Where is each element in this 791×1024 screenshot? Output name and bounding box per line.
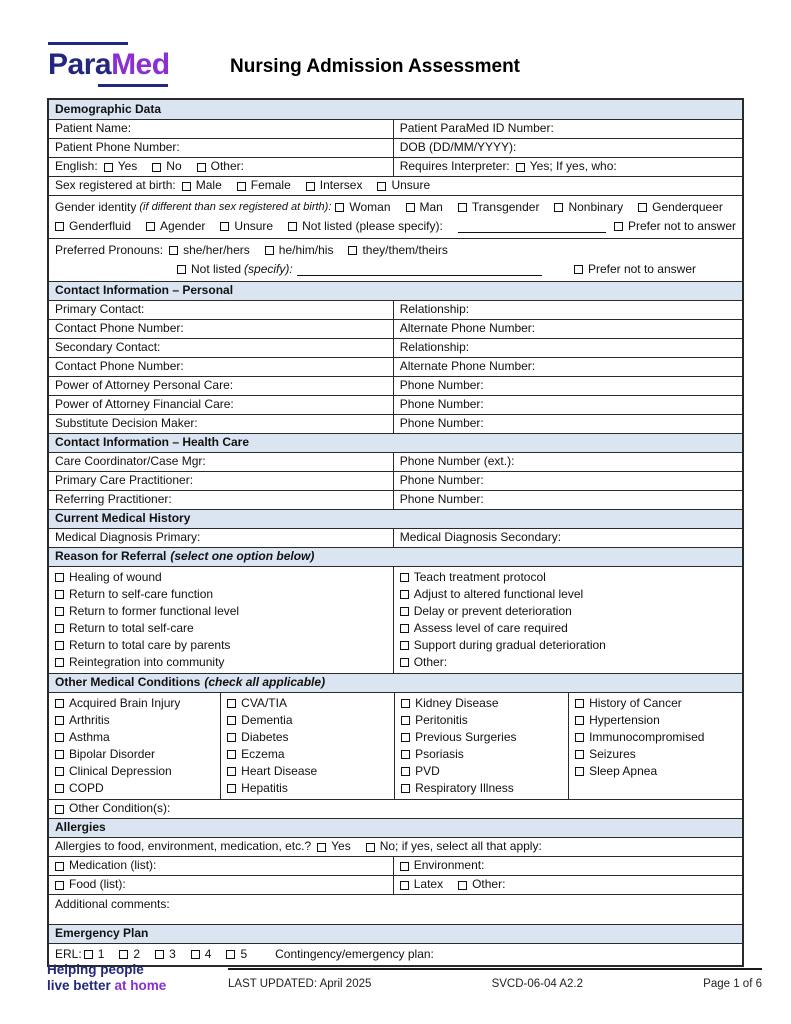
checkbox-icon[interactable]: [227, 784, 236, 793]
section-contact-health: [49, 433, 742, 452]
condition-option[interactable]: Heart Disease: [227, 764, 317, 780]
checkbox-icon[interactable]: [191, 950, 200, 959]
checkbox-icon[interactable]: [55, 862, 64, 871]
other-condition-option[interactable]: Other Condition(s):: [55, 801, 170, 817]
checkbox-icon[interactable]: [197, 163, 206, 172]
checkbox-icon[interactable]: [458, 881, 467, 890]
row-additional-comments: [49, 894, 742, 924]
sex-female-option[interactable]: Female: [237, 178, 291, 194]
section-qualifier: (check all applicable): [204, 675, 326, 690]
tagline-line1: Helping people: [47, 962, 144, 977]
checkbox-icon[interactable]: [119, 950, 128, 959]
contingency-label[interactable]: Contingency/emergency plan:: [275, 946, 434, 961]
checkbox-icon[interactable]: [554, 203, 563, 212]
row-gender-identity: [49, 195, 742, 238]
checkbox-icon[interactable]: [575, 733, 584, 742]
checkbox-icon[interactable]: [227, 716, 236, 725]
referral-option[interactable]: Return to total care by parents: [55, 638, 230, 654]
row-patient-name: [49, 119, 742, 138]
logo-text-para: Para: [48, 48, 112, 81]
row-contact-phone-2: [49, 357, 742, 376]
checkbox-icon[interactable]: [227, 733, 236, 742]
allergies-yes-option[interactable]: Yes: [317, 839, 351, 855]
condition-option[interactable]: Psoriasis: [401, 747, 464, 763]
checkbox-icon[interactable]: [574, 265, 583, 274]
primary-contact-field[interactable]: Primary Contact:: [55, 302, 145, 317]
checkbox-icon[interactable]: [401, 767, 410, 776]
pronouns-label: Preferred Pronouns:: [55, 242, 164, 257]
condition-option[interactable]: Seizures: [575, 747, 636, 763]
condition-option[interactable]: Kidney Disease: [401, 696, 498, 712]
condition-option[interactable]: Dementia: [227, 713, 292, 729]
row-secondary-contact: [49, 338, 742, 357]
conditions-col-2: [220, 693, 394, 799]
checkbox-icon[interactable]: [458, 203, 467, 212]
gender-notlisted-option[interactable]: Not listed (please specify):: [288, 219, 443, 235]
referral-option[interactable]: Support during gradual deterioration: [400, 638, 606, 654]
row-care-coordinator: [49, 452, 742, 471]
section-emergency-plan: [49, 924, 742, 943]
condition-option[interactable]: Previous Surgeries: [401, 730, 516, 746]
checkbox-icon[interactable]: [55, 590, 64, 599]
checkbox-icon[interactable]: [55, 805, 64, 814]
condition-option[interactable]: Peritonitis: [401, 713, 468, 729]
pronoun-he-option[interactable]: he/him/his: [265, 243, 334, 259]
gender-nonbinary-option[interactable]: Nonbinary: [554, 200, 623, 216]
phone-number-field[interactable]: Phone Number:: [393, 396, 742, 414]
conditions-col-4: [568, 693, 742, 799]
checkbox-icon[interactable]: [152, 163, 161, 172]
referral-option[interactable]: Healing of wound: [55, 570, 162, 586]
contact-phone-field[interactable]: Contact Phone Number:: [55, 321, 184, 336]
dob-field[interactable]: DOB (DD/MM/YYYY):: [393, 139, 742, 157]
condition-option[interactable]: Immunocompromised: [575, 730, 704, 746]
phone-number-field[interactable]: Phone Number:: [393, 472, 742, 490]
condition-option[interactable]: Hepatitis: [227, 781, 288, 797]
condition-option[interactable]: Clinical Depression: [55, 764, 172, 780]
gender-prefernot-option[interactable]: Prefer not to answer: [614, 219, 736, 235]
pronoun-she-option[interactable]: she/her/hers: [169, 243, 250, 259]
gender-man-option[interactable]: Man: [406, 200, 443, 216]
checkbox-icon[interactable]: [348, 246, 357, 255]
erl-4-option[interactable]: 4: [191, 947, 212, 963]
section-title: Demographic Data: [55, 101, 162, 116]
section-title: Emergency Plan: [55, 926, 149, 941]
gender-label: Gender identity: [55, 199, 137, 214]
checkbox-icon[interactable]: [55, 624, 64, 633]
checkbox-icon[interactable]: [638, 203, 647, 212]
checkbox-icon[interactable]: [516, 163, 525, 172]
condition-option[interactable]: Respiratory Illness: [401, 781, 514, 797]
environment-option[interactable]: Environment:: [400, 858, 485, 874]
logo-text-med: Med: [111, 48, 170, 81]
checkbox-icon[interactable]: [227, 750, 236, 759]
medication-option[interactable]: Medication (list):: [55, 858, 156, 874]
row-other-condition: [49, 799, 742, 818]
condition-option[interactable]: PVD: [401, 764, 440, 780]
referral-option[interactable]: Delay or prevent deterioration: [400, 604, 572, 620]
checkbox-icon[interactable]: [400, 862, 409, 871]
checkbox-icon[interactable]: [400, 624, 409, 633]
gender-specify-blank[interactable]: [458, 221, 606, 233]
section-qualifier: (select one option below): [170, 549, 315, 564]
referral-option[interactable]: Return to former functional level: [55, 604, 239, 620]
section-title: Reason for Referral (select one option below): [55, 549, 315, 564]
row-allergy-medication: [49, 856, 742, 875]
section-contact-personal: [49, 281, 742, 300]
sex-field: [49, 177, 742, 195]
section-title: Other Medical Conditions (check all applicable): [55, 675, 326, 690]
gender-agender-option[interactable]: Agender: [146, 219, 205, 235]
sex-male-option[interactable]: Male: [182, 178, 222, 194]
section-demographic-data: [49, 100, 742, 119]
gender-unsure-option[interactable]: Unsure: [220, 219, 273, 235]
section-allergies: [49, 818, 742, 837]
checkbox-icon[interactable]: [401, 784, 410, 793]
relationship-field[interactable]: Relationship:: [393, 301, 742, 319]
checkbox-icon[interactable]: [55, 716, 64, 725]
row-english: [49, 157, 742, 176]
section-medical-history: [49, 509, 742, 528]
section-title: Contact Information – Health Care: [55, 435, 250, 450]
document-code: SVCD-06-04 A2.2: [491, 978, 583, 990]
checkbox-icon[interactable]: [401, 750, 410, 759]
checkbox-icon[interactable]: [227, 699, 236, 708]
sex-unsure-option[interactable]: Unsure: [377, 178, 430, 194]
checkbox-icon[interactable]: [55, 641, 64, 650]
interpreter-yes-option[interactable]: Yes; If yes, who:: [516, 159, 617, 175]
poa-personal-field[interactable]: Power of Attorney Personal Care:: [55, 378, 234, 393]
checkbox-icon[interactable]: [169, 246, 178, 255]
care-coordinator-field[interactable]: Care Coordinator/Case Mgr:: [55, 454, 206, 469]
english-field: [49, 158, 393, 176]
checkbox-icon[interactable]: [182, 182, 191, 191]
checkbox-icon[interactable]: [227, 767, 236, 776]
condition-option[interactable]: Diabetes: [227, 730, 288, 746]
checkbox-icon[interactable]: [335, 203, 344, 212]
row-sex-at-birth: [49, 176, 742, 195]
checkbox-icon[interactable]: [401, 699, 410, 708]
checkbox-icon[interactable]: [177, 265, 186, 274]
conditions-col-3: [394, 693, 568, 799]
section-title: Contact Information – Personal: [55, 283, 234, 298]
checkbox-icon[interactable]: [401, 733, 410, 742]
checkbox-icon[interactable]: [226, 950, 235, 959]
checkbox-icon[interactable]: [55, 784, 64, 793]
checkbox-icon[interactable]: [55, 750, 64, 759]
erl-2-option[interactable]: 2: [119, 947, 140, 963]
erl-5-option[interactable]: 5: [226, 947, 247, 963]
checkbox-icon[interactable]: [366, 843, 375, 852]
checkbox-icon[interactable]: [146, 222, 155, 231]
checkbox-icon[interactable]: [400, 658, 409, 667]
secondary-contact-field[interactable]: Secondary Contact:: [55, 340, 161, 355]
phone-number-field[interactable]: Phone Number:: [393, 491, 742, 509]
checkbox-icon[interactable]: [55, 699, 64, 708]
condition-option[interactable]: CVA/TIA: [227, 696, 287, 712]
erl-1-option[interactable]: 1: [84, 947, 105, 963]
section-title: Current Medical History: [55, 511, 191, 526]
allergy-latex-other-field: [393, 876, 742, 894]
admission-form-table: [47, 98, 744, 967]
footer-meta: [228, 968, 762, 990]
gender-genderfluid-option[interactable]: Genderfluid: [55, 219, 131, 235]
gender-genderqueer-option[interactable]: Genderqueer: [638, 200, 723, 216]
conditions-col-1: [49, 693, 220, 799]
checkbox-icon[interactable]: [614, 222, 623, 231]
logo-bottom-rule: [98, 84, 168, 87]
relationship-field[interactable]: Relationship:: [393, 339, 742, 357]
logo-top-rule: [48, 42, 128, 45]
page-number: Page 1 of 6: [703, 978, 762, 990]
pronoun-they-option[interactable]: they/them/theirs: [348, 243, 447, 259]
condition-option[interactable]: Sleep Apnea: [575, 764, 657, 780]
diagnosis-primary-field[interactable]: Medical Diagnosis Primary:: [55, 530, 201, 545]
checkbox-icon[interactable]: [575, 750, 584, 759]
patient-name-field[interactable]: Patient Name:: [55, 121, 132, 136]
checkbox-icon[interactable]: [55, 573, 64, 582]
last-updated-text: LAST UPDATED: April 2025: [228, 978, 372, 990]
pronoun-specify-label: (specify):: [244, 261, 293, 276]
page-title: Nursing Admission Assessment: [230, 56, 521, 77]
pronouns-field: [49, 239, 742, 281]
checkbox-icon[interactable]: [104, 163, 113, 172]
referring-practitioner-field[interactable]: Referring Practitioner:: [55, 492, 172, 507]
interpreter-field: [393, 158, 742, 176]
referral-option[interactable]: Adjust to altered functional level: [400, 587, 583, 603]
checkbox-icon[interactable]: [55, 658, 64, 667]
paramed-logo: [48, 48, 170, 82]
sex-intersex-option[interactable]: Intersex: [306, 178, 363, 194]
brand-tagline: [47, 962, 228, 994]
patient-phone-field[interactable]: Patient Phone Number:: [55, 140, 180, 155]
english-label: English:: [55, 159, 98, 174]
erl-label: ERL:: [55, 946, 82, 961]
condition-option[interactable]: Arthritis: [55, 713, 110, 729]
sdm-field[interactable]: Substitute Decision Maker:: [55, 416, 198, 431]
condition-option[interactable]: Acquired Brain Injury: [55, 696, 180, 712]
checkbox-icon[interactable]: [265, 246, 274, 255]
checkbox-icon[interactable]: [400, 881, 409, 890]
phone-number-field[interactable]: Phone Number:: [393, 377, 742, 395]
row-patient-phone: [49, 138, 742, 157]
checkbox-icon[interactable]: [84, 950, 93, 959]
referral-option[interactable]: Reintegration into community: [55, 655, 224, 671]
paramed-id-field[interactable]: Patient ParaMed ID Number:: [393, 120, 742, 138]
phone-ext-field[interactable]: Phone Number (ext.):: [393, 453, 742, 471]
english-no-option[interactable]: No: [152, 159, 181, 175]
row-poa-financial: [49, 395, 742, 414]
allergy-food-field: [49, 876, 393, 894]
checkbox-icon[interactable]: [400, 641, 409, 650]
checkbox-icon[interactable]: [406, 203, 415, 212]
row-conditions-grid: [49, 692, 742, 799]
row-poa-personal: [49, 376, 742, 395]
condition-option[interactable]: History of Cancer: [575, 696, 682, 712]
gender-qualifier: (if different than sex registered at birth):: [139, 200, 332, 213]
checkbox-icon[interactable]: [401, 716, 410, 725]
checkbox-icon[interactable]: [575, 767, 584, 776]
row-primary-contact: [49, 300, 742, 319]
diagnosis-secondary-field[interactable]: Medical Diagnosis Secondary:: [393, 529, 742, 547]
row-referral-options: [49, 566, 742, 673]
checkbox-icon[interactable]: [400, 573, 409, 582]
section-title: Allergies: [55, 820, 106, 835]
checkbox-icon[interactable]: [55, 607, 64, 616]
poa-financial-field[interactable]: Power of Attorney Financial Care:: [55, 397, 234, 412]
condition-option[interactable]: Bipolar Disorder: [55, 747, 155, 763]
referral-right-options: [393, 567, 742, 673]
checkbox-icon[interactable]: [220, 222, 229, 231]
section-conditions: [49, 673, 742, 692]
allergies-no-option[interactable]: No; if yes, select all that apply:: [366, 839, 542, 855]
phone-number-field[interactable]: Phone Number:: [393, 415, 742, 433]
checkbox-icon[interactable]: [155, 950, 164, 959]
primary-practitioner-field[interactable]: Primary Care Practitioner:: [55, 473, 194, 488]
pronoun-notlisted-option[interactable]: Not listed: [177, 262, 241, 278]
checkbox-icon[interactable]: [400, 607, 409, 616]
condition-option[interactable]: Asthma: [55, 730, 110, 746]
latex-option[interactable]: Latex: [400, 877, 443, 893]
sex-label: Sex registered at birth:: [55, 178, 176, 193]
checkbox-icon[interactable]: [55, 767, 64, 776]
checkbox-icon[interactable]: [575, 716, 584, 725]
contact-phone-field[interactable]: Contact Phone Number:: [55, 359, 184, 374]
alternate-phone-field[interactable]: Alternate Phone Number:: [393, 320, 742, 338]
gender-transgender-option[interactable]: Transgender: [458, 200, 540, 216]
food-option[interactable]: Food (list):: [55, 877, 126, 893]
allergies-question-field: [49, 838, 742, 856]
tagline-line2: live better at home: [47, 978, 167, 993]
referral-left-options: [49, 567, 393, 673]
checkbox-icon[interactable]: [237, 182, 246, 191]
checkbox-icon[interactable]: [575, 699, 584, 708]
checkbox-icon[interactable]: [377, 182, 386, 191]
referral-option[interactable]: Return to self-care function: [55, 587, 213, 603]
english-yes-option[interactable]: Yes: [104, 159, 138, 175]
row-referring-practitioner: [49, 490, 742, 509]
row-primary-care-practitioner: [49, 471, 742, 490]
checkbox-icon[interactable]: [55, 222, 64, 231]
referral-option[interactable]: Teach treatment protocol: [400, 570, 546, 586]
additional-comments-field[interactable]: Additional comments:: [55, 897, 170, 911]
referral-option[interactable]: Assess level of care required: [400, 621, 568, 637]
checkbox-icon[interactable]: [55, 733, 64, 742]
other-condition-field: [49, 800, 742, 818]
erl-3-option[interactable]: 3: [155, 947, 176, 963]
alternate-phone-field[interactable]: Alternate Phone Number:: [393, 358, 742, 376]
gender-identity-field: [49, 196, 742, 238]
checkbox-icon[interactable]: [306, 182, 315, 191]
checkbox-icon[interactable]: [55, 881, 64, 890]
row-contact-phone-1: [49, 319, 742, 338]
checkbox-icon[interactable]: [317, 843, 326, 852]
row-pronouns: [49, 238, 742, 281]
section-referral: [49, 547, 742, 566]
checkbox-icon[interactable]: [400, 590, 409, 599]
pronoun-prefernot-option[interactable]: Prefer not to answer: [574, 262, 696, 278]
gender-woman-option[interactable]: Woman: [335, 200, 390, 216]
allergy-other-option[interactable]: Other:: [458, 877, 505, 893]
condition-option[interactable]: Eczema: [227, 747, 284, 763]
interpreter-label: Requires Interpreter:: [399, 159, 510, 174]
referral-option[interactable]: Return to total self-care: [55, 621, 194, 637]
allergy-environment-field: [393, 857, 742, 875]
checkbox-icon[interactable]: [288, 222, 297, 231]
allergies-question-label: Allergies to food, environment, medication, etc.?: [55, 839, 312, 854]
referral-other-option[interactable]: Other:: [400, 655, 447, 671]
row-diagnosis: [49, 528, 742, 547]
row-substitute-decision-maker: [49, 414, 742, 433]
condition-option[interactable]: Hypertension: [575, 713, 660, 729]
allergy-medication-field: [49, 857, 393, 875]
english-other-option[interactable]: Other:: [197, 159, 244, 175]
condition-option[interactable]: COPD: [55, 781, 104, 797]
page-footer: [47, 962, 762, 994]
row-allergies-question: [49, 837, 742, 856]
pronoun-specify-blank[interactable]: [297, 264, 542, 276]
row-allergy-food: [49, 875, 742, 894]
